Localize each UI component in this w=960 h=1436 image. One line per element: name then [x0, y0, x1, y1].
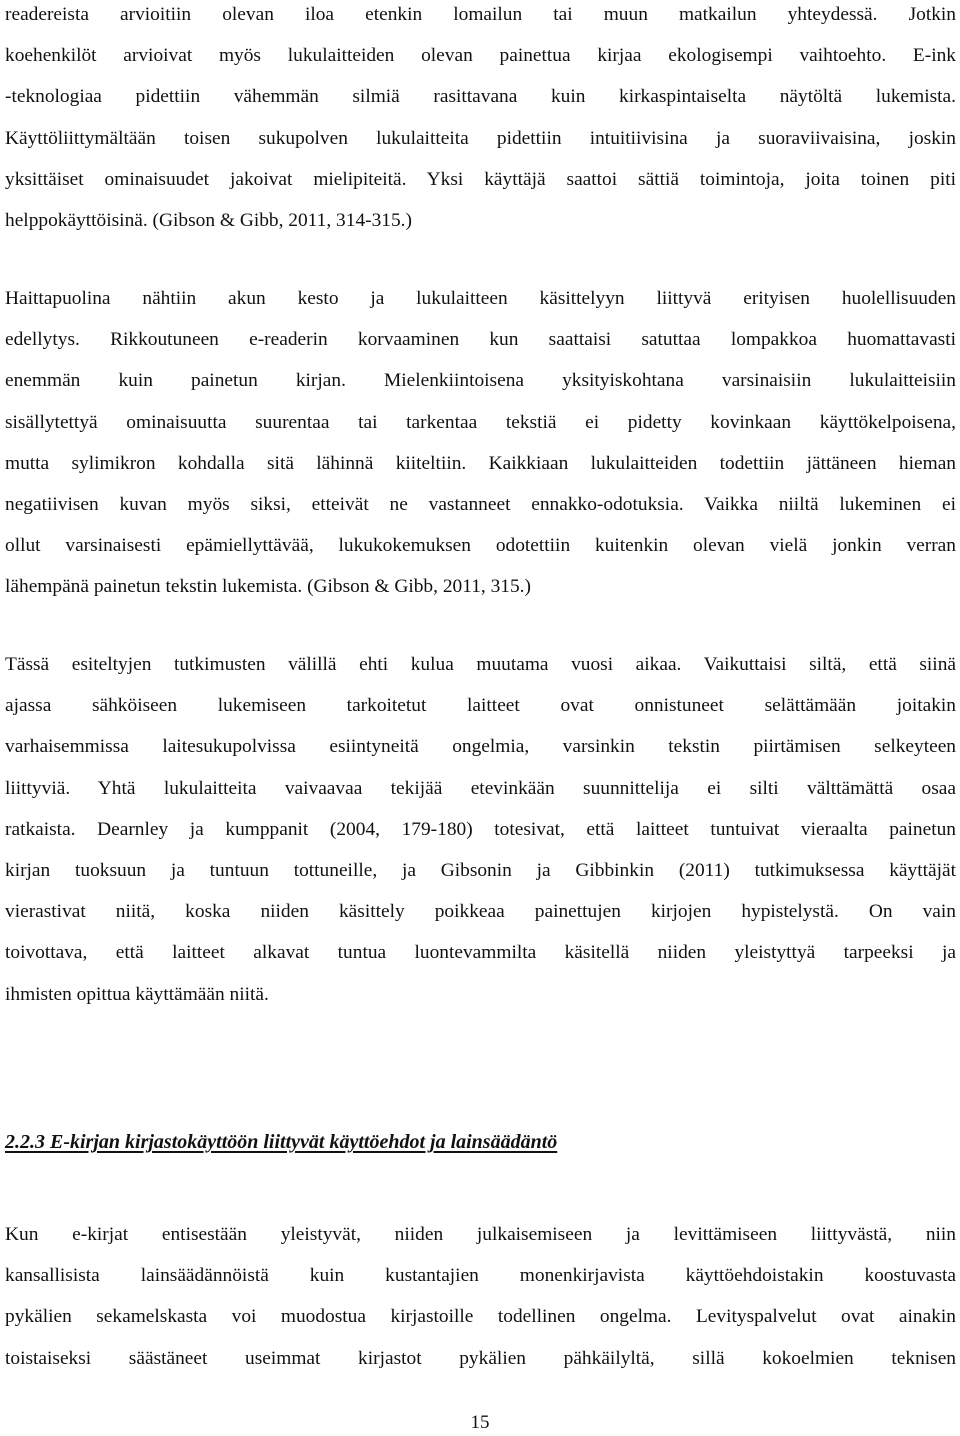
text-line: ihmisten opittua käyttämään niitä.	[5, 983, 269, 1005]
paragraph-1	[5, 0, 956, 241]
section-heading-block	[5, 1122, 956, 1162]
text-line: sisällytettyä ominaisuutta suurentaa tai tarkentaa tekstiä ei pidetty kovinkaan käyttökelpoisena,	[5, 411, 956, 433]
text-line: Haittapuolina nähtiin akun kesto ja lukulaitteen käsittelyyn liittyvä erityisen huolellisuuden	[5, 288, 956, 309]
text-line: vierastivat niitä, koska niiden käsittely poikkeaa painettujen kirjojen hypistelystä. On vain	[5, 901, 956, 923]
text-line: lähempänä painetun tekstin lukemista. (Gibson & Gibb, 2011, 315.)	[5, 576, 531, 598]
text-line: yksittäiset ominaisuudet jakoivat mielipiteitä. Yksi käyttäjä saattoi sättiä toimintoja, joita toinen piti	[5, 168, 956, 190]
text-line: kirjan tuoksuun ja tuntuun tottuneille, ja Gibsonin ja Gibbinkin (2011) tutkimuksessa käyttäjät	[5, 860, 956, 882]
text-line: pykälien sekamelskasta voi muodostua kirjastoille todellinen ongelma. Levityspalvelut ovat ainakin	[5, 1306, 956, 1328]
text-line: readereista arvioitiin olevan iloa etenkin lomailun tai muun matkailun yhteydessä. Jotkin	[5, 4, 956, 25]
paragraph-2-text	[5, 278, 956, 608]
text-line: koehenkilöt arvioivat myös lukulaitteiden olevan painettua kirjaa ekologisempi vaihtoehto. E-ink	[5, 45, 956, 67]
text-line: toistaiseksi säästäneet useimmat kirjastot pykälien pähkäilyltä, sillä kokoelmien teknisen	[5, 1347, 956, 1369]
paragraph-3-text	[5, 644, 956, 1015]
page-number: 15	[470, 1412, 490, 1433]
paragraph-4	[5, 1214, 956, 1379]
text-line: ollut varsinaisesti epämiellyttävää, lukukokemuksen odotettiin kuitenkin olevan vielä jonkin verran	[5, 535, 956, 557]
section-heading: 2.2.3 E-kirjan kirjastokäyttöön liittyvät käyttöehdot ja lainsäädäntö	[5, 1131, 558, 1153]
paragraph-3	[5, 644, 956, 1015]
text-line: ratkaista. Dearnley ja kumppanit (2004, 179-180) totesivat, että laitteet tuntuivat vieraalta painetun	[5, 818, 956, 840]
text-line: mutta sylimikron kohdalla sitä lähinnä kiiteltiin. Kaikkiaan lukulaitteiden todettiin jättäneen hieman	[5, 452, 956, 474]
text-line: negatiivisen kuvan myös siksi, etteivät ne vastanneet ennakko-odotuksia. Vaikka niiltä lukeminen ei	[5, 494, 956, 516]
text-line: varhaisemmissa laitesukupolvissa esiintyneitä ongelmia, varsinkin tekstin piirtämisen selkeyteen	[5, 736, 956, 758]
paragraph-1-text	[5, 0, 956, 241]
text-line: Käyttöliittymältään toisen sukupolven lukulaitteita pidettiin intuitiivisina ja suoraviivaisina, joskin	[5, 127, 956, 149]
text-line: Tässä esiteltyjen tutkimusten välillä ehti kulua muutama vuosi aikaa. Vaikuttaisi siltä, että siinä	[5, 654, 956, 675]
text-line: ajassa sähköiseen lukemiseen tarkoitetut laitteet ovat onnistuneet selättämään joitakin	[5, 695, 956, 717]
paragraph-2	[5, 278, 956, 608]
text-line: -teknologiaa pidettiin vähemmän silmiä rasittavana kuin kirkaspintaiselta näytöltä lukemista.	[5, 86, 956, 108]
text-line: helppokäyttöisinä. (Gibson & Gibb, 2011, 314-315.)	[5, 210, 412, 232]
paragraph-4-text	[5, 1214, 956, 1379]
text-line: Kun e-kirjat entisestään yleistyvät, niiden julkaisemiseen ja levittämiseen liittyvästä, niin	[5, 1224, 956, 1245]
text-line: enemmän kuin painetun kirjan. Mielenkiintoisena yksityiskohtana varsinaisiin lukulaitteisiin	[5, 370, 956, 392]
text-line: edellytys. Rikkoutuneen e-readerin korvaaminen kun saattaisi satuttaa lompakkoa huomattavasti	[5, 329, 956, 351]
text-line: kansallisista lainsäädännöistä kuin kustantajien monenkirjavista käyttöehdoistakin koostuvasta	[5, 1265, 956, 1287]
text-line: toivottava, että laitteet alkavat tuntua luontevammilta käsitellä niiden yleistyttyä tarpeeksi ja	[5, 942, 956, 964]
text-line: liittyviä. Yhtä lukulaitteita vaivaavaa tekijää etevinkään suunnittelija ei silti välttämättä osaa	[5, 777, 956, 799]
